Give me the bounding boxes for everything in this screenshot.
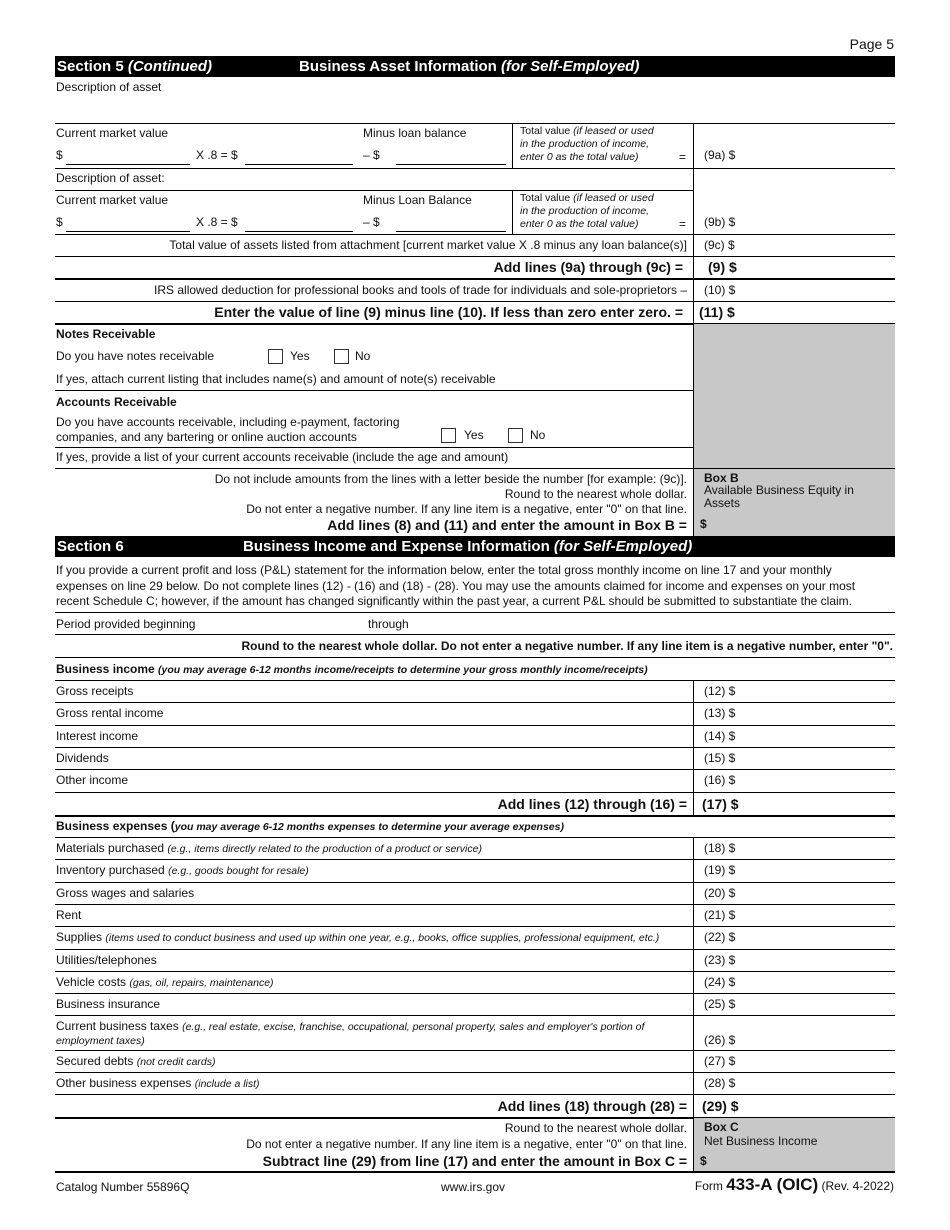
line-17-code: (17) $ xyxy=(702,796,739,812)
description-of-asset-a-field[interactable] xyxy=(56,98,894,120)
expense-line-label: Supplies (items used to conduct business and used up within one year, e.g., books, office supplies, professional equipment, etc.) xyxy=(56,930,660,945)
box-b-text: Add lines (8) and (11) and enter the amount in Box B = xyxy=(327,517,687,533)
box-c-field[interactable] xyxy=(714,1151,890,1169)
notes-receivable-heading: Notes Receivable xyxy=(56,327,156,341)
minus-b: – $ xyxy=(363,215,380,229)
irs-website: www.irs.gov xyxy=(441,1180,506,1194)
line-29-text: Add lines (18) through (28) = xyxy=(497,1098,687,1114)
expense-line-label: Utilities/telephones xyxy=(56,952,157,967)
line-9-text: Add lines (9a) through (9c) = xyxy=(493,259,683,275)
line-9a-field[interactable] xyxy=(740,145,890,165)
current-market-value-a-field[interactable] xyxy=(66,164,190,165)
line-17-field[interactable] xyxy=(745,795,890,814)
x8-value-a-field[interactable] xyxy=(245,164,353,165)
income-line-code: (13) $ xyxy=(704,706,736,721)
notes-attach-text: If yes, attach current listing that includes name(s) and amount of note(s) receivable xyxy=(56,372,496,386)
box-b-instruction-2: Round to the nearest whole dollar. xyxy=(504,487,687,501)
line-26-label: Current business taxes (e.g., real estate, excise, franchise, occupational, personal property, sales and employer's portion of employment taxes) xyxy=(56,1019,645,1047)
income-line-label: Other income xyxy=(56,773,129,788)
expense-line-field[interactable] xyxy=(740,906,890,924)
description-of-asset-b-label: Description of asset: xyxy=(56,171,165,185)
loan-balance-b-field[interactable] xyxy=(396,231,506,232)
description-of-asset-label: Description of asset xyxy=(56,80,162,94)
x8-value-b-field[interactable] xyxy=(245,231,353,232)
expense-line-code: (25) $ xyxy=(704,997,736,1012)
line-26-code: (26) $ xyxy=(704,1033,736,1047)
line-9-field[interactable] xyxy=(745,258,890,277)
expense-line-code: (21) $ xyxy=(704,907,736,922)
line-28-label: Other business expenses (include a list) xyxy=(56,1076,260,1090)
page-number: Page 5 xyxy=(849,36,894,52)
line-27-label: Secured debts (not credit cards) xyxy=(56,1054,216,1068)
section-5-title: Section 5 xyxy=(57,58,124,75)
expense-line-code: (20) $ xyxy=(704,885,736,900)
expense-line-code: (18) $ xyxy=(704,841,736,855)
expense-line-field[interactable] xyxy=(740,951,890,969)
expense-line-field[interactable] xyxy=(740,928,890,946)
section-5-heading-italic: (for Self-Employed) xyxy=(501,58,640,75)
section-6-heading: Business Income and Expense Information xyxy=(243,538,550,555)
line-29-code: (29) $ xyxy=(702,1098,739,1114)
expense-line-code: (24) $ xyxy=(704,974,736,989)
expense-line-code: (22) $ xyxy=(704,930,736,945)
accounts-yes-checkbox[interactable] xyxy=(441,428,456,443)
expense-line-field[interactable] xyxy=(740,839,890,857)
total-value-b-label: Total value (if leased or used in the production of income, enter 0 as the total value) xyxy=(520,192,654,230)
income-line-code: (16) $ xyxy=(704,773,736,788)
box-b-title: Box B xyxy=(704,471,739,485)
box-c-title: Box C xyxy=(704,1120,739,1134)
box-b-dollar: $ xyxy=(700,517,707,531)
notes-no-label: No xyxy=(355,349,371,363)
line-28-field[interactable] xyxy=(740,1074,890,1092)
expense-line-code: (19) $ xyxy=(704,863,736,878)
box-c-subtitle: Net Business Income xyxy=(704,1134,818,1148)
total-value-a-label: Total value (if leased or used in the production of income, enter 0 as the total value) xyxy=(520,125,654,163)
line-9b-field[interactable] xyxy=(740,212,890,232)
section-6-header xyxy=(55,536,895,557)
notes-no-checkbox[interactable] xyxy=(334,349,349,364)
income-line-field[interactable] xyxy=(740,704,890,722)
line-11-field[interactable] xyxy=(745,303,890,322)
income-line-label: Gross rental income xyxy=(56,706,164,721)
line-9-code: (9) $ xyxy=(708,259,737,275)
section-5-continued: (Continued) xyxy=(127,58,212,75)
box-b-instruction-3: Do not enter a negative number. If any line item is a negative, enter "0" on that line. xyxy=(246,502,687,516)
equals-a: = xyxy=(679,150,687,164)
income-line-code: (14) $ xyxy=(704,728,736,743)
income-line-field[interactable] xyxy=(740,771,890,789)
accounts-no-label: No xyxy=(530,428,546,442)
section-6-intro: If you provide a current profit and loss (P&L) statement for the information below, enter the total gross monthly income on line 17 and your monthly expenses on line 29 below. Do not complete lines (12) - (16) and (18) - (28). You may use the amounts claimed for income and expenses on your most recent Schedule C; however, if the amount has changed significantly within the past year, a current P&L should be submitted to substantiate the claim. xyxy=(56,563,856,608)
line-10-code: (10) $ xyxy=(704,283,736,297)
line-11-text: Enter the value of line (9) minus line (10). If less than zero enter zero. = xyxy=(214,304,683,320)
business-expenses-heading: Business expenses (you may average 6-12 months expenses to determine your average expenses) xyxy=(56,819,564,833)
loan-balance-a-field[interactable] xyxy=(396,164,506,165)
equals-b: = xyxy=(679,217,687,231)
period-through-field[interactable] xyxy=(420,615,680,633)
expense-line-label: Business insurance xyxy=(56,997,161,1012)
period-beginning-field[interactable] xyxy=(210,615,360,633)
minus-a: – $ xyxy=(363,148,380,162)
box-b-field[interactable] xyxy=(714,515,890,533)
income-line-label: Dividends xyxy=(56,750,109,765)
expense-line-field[interactable] xyxy=(740,995,890,1013)
expense-line-label: Inventory purchased (e.g., goods bought for resale) xyxy=(56,863,309,878)
line-10-text: IRS allowed deduction for professional books and tools of trade for individuals and sole-proprietors – xyxy=(154,283,687,297)
expense-line-field[interactable] xyxy=(740,884,890,902)
section-6-heading-italic: (for Self-Employed) xyxy=(553,538,693,555)
line-9c-text: Total value of assets listed from attachment [current market value X .8 minus any loan balance(s)] xyxy=(169,238,687,252)
line-9a-code: (9a) $ xyxy=(704,148,736,162)
box-c-dollar: $ xyxy=(700,1154,707,1168)
line-11-code: (11) $ xyxy=(699,304,735,320)
line-9c-code: (9c) $ xyxy=(704,238,735,252)
section-5-header xyxy=(55,56,895,77)
line-26-field[interactable] xyxy=(740,1031,890,1049)
accounts-question-2: companies, and any bartering or online auction accounts xyxy=(56,430,357,444)
notes-yes-label: Yes xyxy=(290,349,310,363)
current-market-value-a-label: Current market value xyxy=(56,126,169,140)
section-6-title: Section 6 xyxy=(57,538,124,555)
form-number: Form 433-A (OIC) (Rev. 4-2022) xyxy=(694,1175,894,1194)
income-line-field[interactable] xyxy=(740,682,890,700)
notes-yes-checkbox[interactable] xyxy=(268,349,283,364)
box-c-text: Subtract line (29) from line (17) and enter the amount in Box C = xyxy=(262,1153,687,1169)
expense-line-label: Gross wages and salaries xyxy=(56,885,195,900)
box-b-subtitle: Available Business Equity in Assets xyxy=(704,483,854,510)
income-line-field[interactable] xyxy=(740,727,890,745)
expense-line-label: Rent xyxy=(56,907,82,922)
box-b-instruction-1: Do not include amounts from the lines with a letter beside the number [for example: (9c)]. xyxy=(214,472,687,486)
line-28-code: (28) $ xyxy=(704,1076,736,1090)
expense-line-field[interactable] xyxy=(740,861,890,879)
expense-line-label: Vehicle costs (gas, oil, repairs, maintenance) xyxy=(56,974,274,989)
accounts-yes-label: Yes xyxy=(464,428,484,442)
line-10-field[interactable] xyxy=(745,281,890,300)
period-beginning-label: Period provided beginning xyxy=(56,617,196,631)
income-line-code: (15) $ xyxy=(704,750,736,765)
dollar-a: $ xyxy=(56,148,63,162)
accounts-no-checkbox[interactable] xyxy=(508,428,523,443)
accounts-receivable-heading: Accounts Receivable xyxy=(56,395,177,409)
income-line-label: Gross receipts xyxy=(56,684,134,698)
minus-loan-balance-a-label: Minus loan balance xyxy=(363,126,467,140)
x8-b: X .8 = $ xyxy=(196,215,238,229)
expense-line-field[interactable] xyxy=(740,973,890,991)
line-27-code: (27) $ xyxy=(704,1054,736,1068)
box-c-instruction-2: Do not enter a negative number. If any line item is a negative, enter "0" on that line. xyxy=(246,1137,687,1151)
line-17-text: Add lines (12) through (16) = xyxy=(497,796,687,812)
period-through-label: through xyxy=(368,617,409,631)
income-line-code: (12) $ xyxy=(704,684,736,698)
line-9c-field[interactable] xyxy=(740,236,890,255)
x8-a: X .8 = $ xyxy=(196,148,238,162)
box-c-instruction-1: Round to the nearest whole dollar. xyxy=(504,1121,687,1135)
accounts-list-text: If yes, provide a list of your current accounts receivable (include the age and amount) xyxy=(56,450,509,464)
line-29-field[interactable] xyxy=(745,1097,890,1116)
expense-line-code: (23) $ xyxy=(704,952,736,967)
section-5-heading: Business Asset Information xyxy=(299,58,497,75)
line-27-field[interactable] xyxy=(740,1052,890,1070)
income-line-label: Interest income xyxy=(56,728,139,743)
round-note: Round to the nearest whole dollar. Do not enter a negative number. If any line item is a negative number, enter "0". xyxy=(241,639,893,653)
business-income-heading: Business income (you may average 6-12 months income/receipts to determine your gross monthly income/receipts) xyxy=(56,662,648,676)
dollar-b: $ xyxy=(56,215,63,229)
accounts-question-1: Do you have accounts receivable, including e-payment, factoring xyxy=(56,415,400,429)
line-9b-code: (9b) $ xyxy=(704,215,736,229)
current-market-value-b-label: Current market value xyxy=(56,193,169,207)
income-line-field[interactable] xyxy=(740,749,890,767)
expense-line-label: Materials purchased (e.g., items directly related to the production of a product or service) xyxy=(56,841,482,855)
notes-question: Do you have notes receivable xyxy=(56,349,215,363)
current-market-value-b-field[interactable] xyxy=(66,231,190,232)
minus-loan-balance-b-label: Minus Loan Balance xyxy=(363,193,472,207)
catalog-number: Catalog Number 55896Q xyxy=(56,1180,190,1194)
